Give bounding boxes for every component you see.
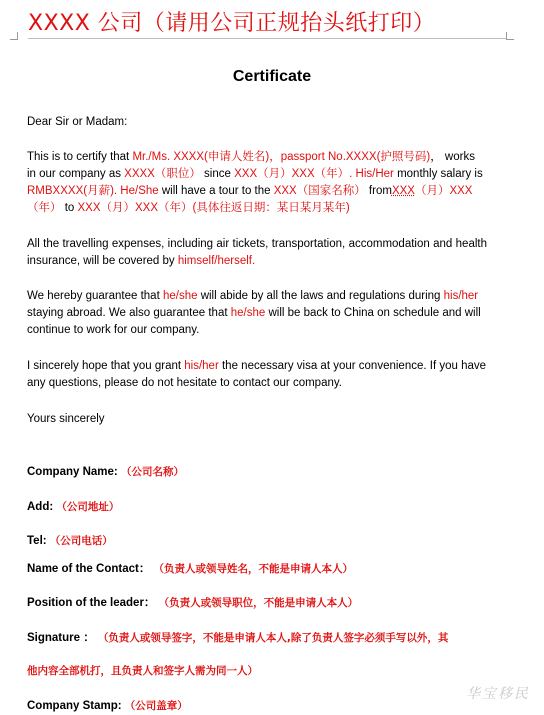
field-label: Add: [27, 501, 54, 513]
field-value: （公司盖章） [124, 700, 188, 712]
margin-corner-mark-right [506, 32, 514, 40]
field-contact [27, 560, 353, 576]
field-value: 他内容全部机打，且负责人和签字人需为同一人） [27, 665, 258, 677]
field-value: （负责人或领导签字，不能是申请人本人,除了负责人签字必须手写以外，其 [97, 632, 449, 644]
field-label: Company Stamp: [27, 700, 122, 712]
field-label: Signature ： [27, 632, 95, 644]
field-leader-position [27, 594, 358, 610]
field-label: Position of the leader： [27, 597, 156, 609]
field-value: （公司名称） [120, 466, 184, 478]
field-company-name [27, 464, 184, 479]
margin-corner-mark-left [10, 32, 18, 40]
salutation: Dear Sir or Madam: [27, 116, 128, 128]
field-value: （负责人或领导姓名，不能是申请人本人） [153, 563, 354, 575]
letterhead-title: XXXX 公司（请用公司正规抬头纸打印） [28, 11, 436, 36]
paragraph-guarantee: We hereby guarantee that he/she will abide by all the laws and regulations during his/her staying abroad. We also guarantee that he/she will be back to China on schedule and will continue to work for our company. [27, 290, 481, 336]
closing: Yours sincerely [27, 413, 105, 425]
document-title: Certificate [232, 68, 312, 85]
field-value: （公司地址） [56, 501, 120, 513]
field-label: Company Name: [27, 466, 118, 478]
header-rule [28, 38, 506, 39]
field-label: Name of the Contact： [27, 563, 151, 575]
field-label: Tel: [27, 535, 47, 547]
field-address [27, 499, 119, 514]
paragraph-request: I sincerely hope that you grant his/her the necessary visa at your convenience. If you have any questions, please do not hesitate to contact our company. [27, 360, 487, 389]
field-company-stamp [27, 698, 188, 713]
paragraph-expenses: All the travelling expenses, including air tickets, transportation, accommodation and health insurance, will be covered by himself/herself. [27, 238, 487, 267]
field-signature-continued [27, 663, 258, 678]
paragraph-certify: This is to certify that Mr./Ms. XXXX(申请人姓名)，passport No.XXXX(护照号码)， works in our company as XXXX（职位） since XXX（月）XXX（年）. His/Her monthly salary is RMBXXXX(月薪). He/She will have a tour to the XXX（国家名称） fromXXX（月）XXX（年） to XXX（月）XXX（年）(具体往返日期：某日某月某年) [27, 151, 483, 214]
watermark-logo: 华宝移民 [466, 686, 530, 702]
field-signature [27, 629, 448, 645]
field-value: （负责人或领导职位，不能是申请人本人） [158, 597, 359, 609]
field-value: （公司电话） [49, 535, 113, 547]
field-tel [27, 533, 113, 548]
